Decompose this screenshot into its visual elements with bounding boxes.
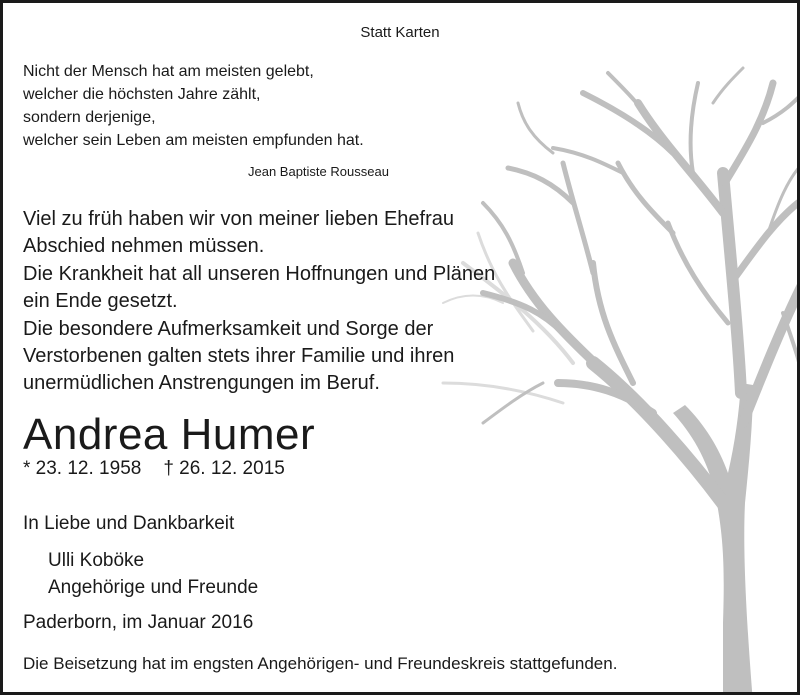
header-label: Statt Karten [360,24,440,41]
message-line: Die Krankheit hat all unseren Hoffnungen und Plänen [23,262,496,285]
message-line: Abschied nehmen müssen. [23,235,265,258]
message-line: Die besondere Aufmerksamkeit und Sorge der [23,317,434,340]
place-date: Paderborn, im Januar 2016 [23,612,254,633]
mourner: Ulli Koböke [48,550,145,571]
quote-line: welcher die höchsten Jahre zählt, [23,86,261,103]
death-date: † 26. 12. 2015 [163,458,285,479]
quote-line: Nicht der Mensch hat am meisten gelebt, [23,63,314,80]
mourner: Angehörige und Freunde [48,577,259,598]
message-line: Viel zu früh haben wir von meiner lieben Ehefrau [23,208,454,230]
message-line: unermüdlichen Anstrengungen im Beruf. [23,372,380,395]
burial-note: Die Beisetzung hat im engsten Angehörigen- und Freundeskreis stattgefunden. [23,654,618,673]
quote-line: sondern derjenige, [23,109,156,126]
message-line: ein Ende gesetzt. [23,290,178,313]
birth-date: * 23. 12. 1958 [23,458,142,479]
message-block [23,206,495,398]
quote-line: welcher sein Leben am meisten empfunden hat. [23,132,364,149]
quote-author: Jean Baptiste Rousseau [248,164,389,179]
mourners-list [48,547,258,601]
thanks-line: In Liebe und Dankbarkeit [23,513,235,534]
message-line: Verstorbenen galten stets ihrer Familie und ihren [23,344,455,367]
deceased-name: Andrea Humer [23,410,316,459]
life-dates [23,458,285,480]
quote-block [23,60,364,152]
